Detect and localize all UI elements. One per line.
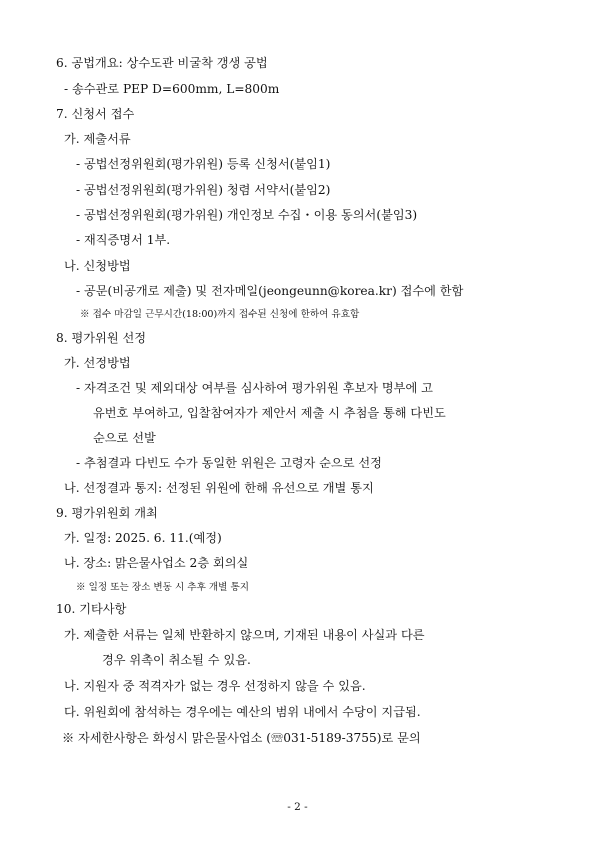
section-10-heading: 10. 기타사항 <box>56 602 127 616</box>
section-6-item: - 송수관로 PEP D=600mm, L=800m <box>64 82 280 96</box>
list-item: - 재직증명서 1부. <box>76 233 171 247</box>
note-text: ※ 일정 또는 장소 변동 시 추후 개별 통지 <box>76 582 250 593</box>
list-item: - 자격조건 및 제외대상 여부를 심사하여 평가위원 후보자 명부에 고 <box>76 381 433 395</box>
section-10-sub-na: 나. 지원자 중 적격자가 없는 경우 선정하지 않을 수 있음. <box>64 679 366 693</box>
contact-note: ※ 자세한사항은 화성시 맑은물사업소 (☏031-5189-3755)로 문의 <box>62 731 421 745</box>
section-9-heading: 9. 평가위원회 개최 <box>56 506 158 520</box>
section-8-sub-na: 나. 선정결과 통지: 선정된 위원에 한해 유선으로 개별 통지 <box>64 481 374 495</box>
list-item-continuation: 순으로 선발 <box>93 431 156 445</box>
section-8-heading: 8. 평가위원 선정 <box>56 331 147 345</box>
section-6-heading: 6. 공법개요: 상수도관 비굴착 갱생 공법 <box>56 56 268 70</box>
section-10-sub-da: 다. 위원회에 참석하는 경우에는 예산의 범위 내에서 수당이 지급됨. <box>64 705 421 719</box>
list-item: - 공법선정위원회(평가위원) 등록 신청서(붙임1) <box>76 157 331 171</box>
section-7-heading: 7. 신청서 접수 <box>56 107 135 121</box>
section-8-sub-ga: 가. 선정방법 <box>64 356 131 370</box>
list-item: - 추첨결과 다빈도 수가 동일한 위원은 고령자 순으로 선정 <box>76 456 382 470</box>
section-9-sub-ga: 가. 일정: 2025. 6. 11.(예정) <box>64 531 222 545</box>
list-item: - 공문(비공개로 제출) 및 전자메일(jeongeunn@korea.kr) 접수에 한함 <box>76 284 464 298</box>
section-9-sub-na: 나. 장소: 맑은물사업소 2층 회의실 <box>64 556 249 570</box>
section-7-sub-na: 나. 신청방법 <box>64 259 131 273</box>
note-text: ※ 접수 마감일 근무시간(18:00)까지 접수된 신청에 한하여 유효함 <box>80 309 360 320</box>
list-item-continuation: 유번호 부여하고, 입찰참여자가 제안서 제출 시 추첨을 통해 다빈도 <box>93 406 446 420</box>
section-10-sub-ga: 가. 제출한 서류는 일체 반환하지 않으며, 기재된 내용이 사실과 다른 <box>64 628 425 642</box>
list-item: - 공법선정위원회(평가위원) 개인정보 수집・이용 동의서(붙임3) <box>76 208 418 222</box>
section-7-sub-ga: 가. 제출서류 <box>64 132 131 146</box>
list-item: - 공법선정위원회(평가위원) 청렴 서약서(붙임2) <box>76 183 331 197</box>
page-number: - 2 - <box>287 801 308 813</box>
section-10-sub-ga-continuation: 경우 위촉이 취소될 수 있음. <box>102 653 251 667</box>
